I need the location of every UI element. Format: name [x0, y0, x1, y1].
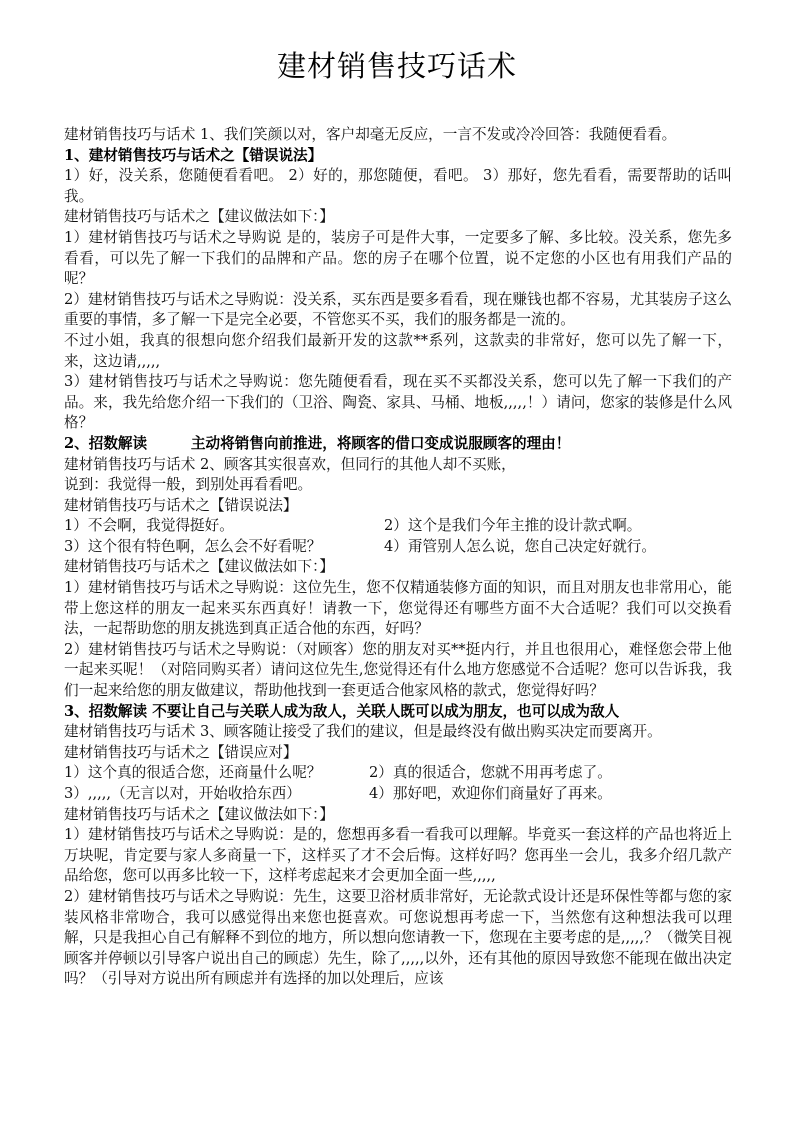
wrong-answer-2-3: 3）这个很有特色啊，怎么会不好看呢？ [64, 537, 322, 555]
suggested-heading-2: 建材销售技巧与话术之【建议做法如下：】 [64, 558, 334, 576]
wrong-answer-2-2: 2）这个是我们今年主推的设计款式啊。 [384, 517, 642, 535]
suggestion-1-1: 1）建材销售技巧与话术之导购说 是的，装房子可是件大事，一定要多了解、多比较。没关系，您先多看看，可以先了解一下我们的品牌和产品。您的房子在哪个位置，说不定您的小区也有用我们产品的呢？ [64, 228, 732, 288]
intro-scenario-3: 建材销售技巧与话术 3、顾客随让接受了我们的建议，但是最终没有做出购买决定而要离开。 [64, 723, 662, 741]
wrong-answer-2-1: 1）不会啊，我觉得挺好。 [64, 517, 234, 535]
wrong-answer-3-3: 3）,,,,,（无言以对，开始收拾东西） [64, 785, 301, 802]
wrong-answer-2-4: 4）甭管别人怎么说，您自己决定好就行。 [384, 537, 656, 555]
intro-scenario-2-quote: 说到：我觉得一般，到别处再看看吧。 [64, 476, 313, 494]
suggestion-2-1: 1）建材销售技巧与话术之导购说：这位先生，您不仅精通装修方面的知识，而且对朋友也非常用心，能带上您这样的朋友一起来买东西真好！请教一下，您觉得还有哪些方面不大合适呢？我们可以交换看法，一起帮助您的朋友挑选到真正适合他的东西，好吗？ [64, 579, 732, 638]
section-heading-2: 2、招数解读 主动将销售向前推进，将顾客的借口变成说服顾客的理由！ [64, 434, 571, 452]
wrong-answer-3-4: 4）那好吧，欢迎你们商量好了再来。 [369, 785, 612, 802]
document-title: 建材销售技巧话术 [276, 49, 517, 83]
suggestion-1-2-cont: 不过小姐，我真的很想向您介绍我们最新开发的这款**系列，这款卖的非常好，您可以先了解一下，来，这边请,,,,, [64, 331, 732, 370]
wrong-answers-2-row-2 [64, 537, 732, 558]
wrong-answer-3-1: 1）这个真的很适合您，还商量什么呢？ [64, 764, 322, 782]
suggested-heading-1: 建材销售技巧与话术之【建议做法如下：】 [64, 208, 334, 226]
wrong-heading-2: 建材销售技巧与话术之【错误说法】 [64, 496, 298, 514]
wrong-answers-2-row-1 [64, 516, 732, 537]
wrong-heading-3: 建材销售技巧与话术之【错误应对】 [64, 743, 298, 761]
section-heading-3: 3、招数解读 不要让自己与关联人成为敌人，关联人既可以成为朋友，也可以成为敌人 [64, 702, 620, 720]
wrong-answers-3-row-2 [64, 784, 732, 805]
document-body [64, 125, 732, 990]
suggested-heading-3: 建材销售技巧与话术之【建议做法如下：】 [64, 805, 334, 823]
suggestion-3-1: 1）建材销售技巧与话术之导购说：是的，您想再多看一看我可以理解。毕竟买一套这样的产品也将近上万块呢，肯定要与家人多商量一下，这样买了才不会后悔。这样好吗？您再坐一会儿，我多介绍几款产品给您，您可以再多比较一下，这样考虑起来才会更加全面一些,,,,, [64, 826, 732, 885]
suggestion-1-3: 3）建材销售技巧与话术之导购说：您先随便看看，现在买不买都没关系，您可以先了解一下我们的产品。来，我先给您介绍一下我们的（卫浴、陶瓷、家具、马桶、地板,,,,,！）请问，您家的装修是什么风格？ [64, 373, 732, 432]
section-heading-wrong-1: 1、建材销售技巧与话术之【错误说法】 [64, 146, 323, 164]
wrong-answer-3-2: 2）真的很适合，您就不用再考虑了。 [369, 764, 612, 782]
intro-scenario-1: 建材销售技巧与话术 1、我们笑颜以对，客户却毫无反应，一言不发或冷冷回答：我随便看看。 [64, 126, 677, 143]
intro-scenario-2: 建材销售技巧与话术 2、顾客其实很喜欢，但同行的其他人却不买账， [64, 455, 516, 473]
suggestion-3-2: 2）建材销售技巧与话术之导购说：先生，这要卫浴材质非常好，无论款式设计还是环保性等都与您的家装风格非常吻合，我可以感觉得出来您也挺喜欢。可您说想再考虑一下，当然您有这种想法我可以理解，只是我担心自己有解释不到位的地方，所以想向您请教一下，您现在主要考虑的是,,,,,？（微笑目视顾客并停顿以引导客户说出自己的顾虑）先生，除了,,,,,以外，还有其他的原因导致您不能现在做出决定吗？（引导对方说出所有顾虑并有选择的加以处理后，应该 [64, 887, 732, 988]
suggestion-1-2: 2）建材销售技巧与话术之导购说：没关系，买东西是要多看看，现在赚钱也都不容易，尤其装房子这么重要的事情，多了解一下是完全必要，不管您买不买，我们的服务都是一流的。 [64, 290, 732, 329]
wrong-answers-1: 1）好，没关系，您随便看看吧。 2）好的，那您随便，看吧。 3）那好，您先看看，需要帮助的话叫我。 [64, 167, 732, 205]
wrong-answers-3-row-1 [64, 763, 732, 784]
suggestion-2-2: 2）建材销售技巧与话术之导购说：（对顾客）您的朋友对买**挺内行，并且也很用心，难怪您会带上他一起来买呢！（对陪同购买者）请问这位先生,您觉得还有什么地方您感觉不合适呢？您可以告诉我，我们一起来给您的朋友做建议，帮助他找到一套更适合他家风格的款式，您觉得好吗？ [64, 640, 732, 700]
